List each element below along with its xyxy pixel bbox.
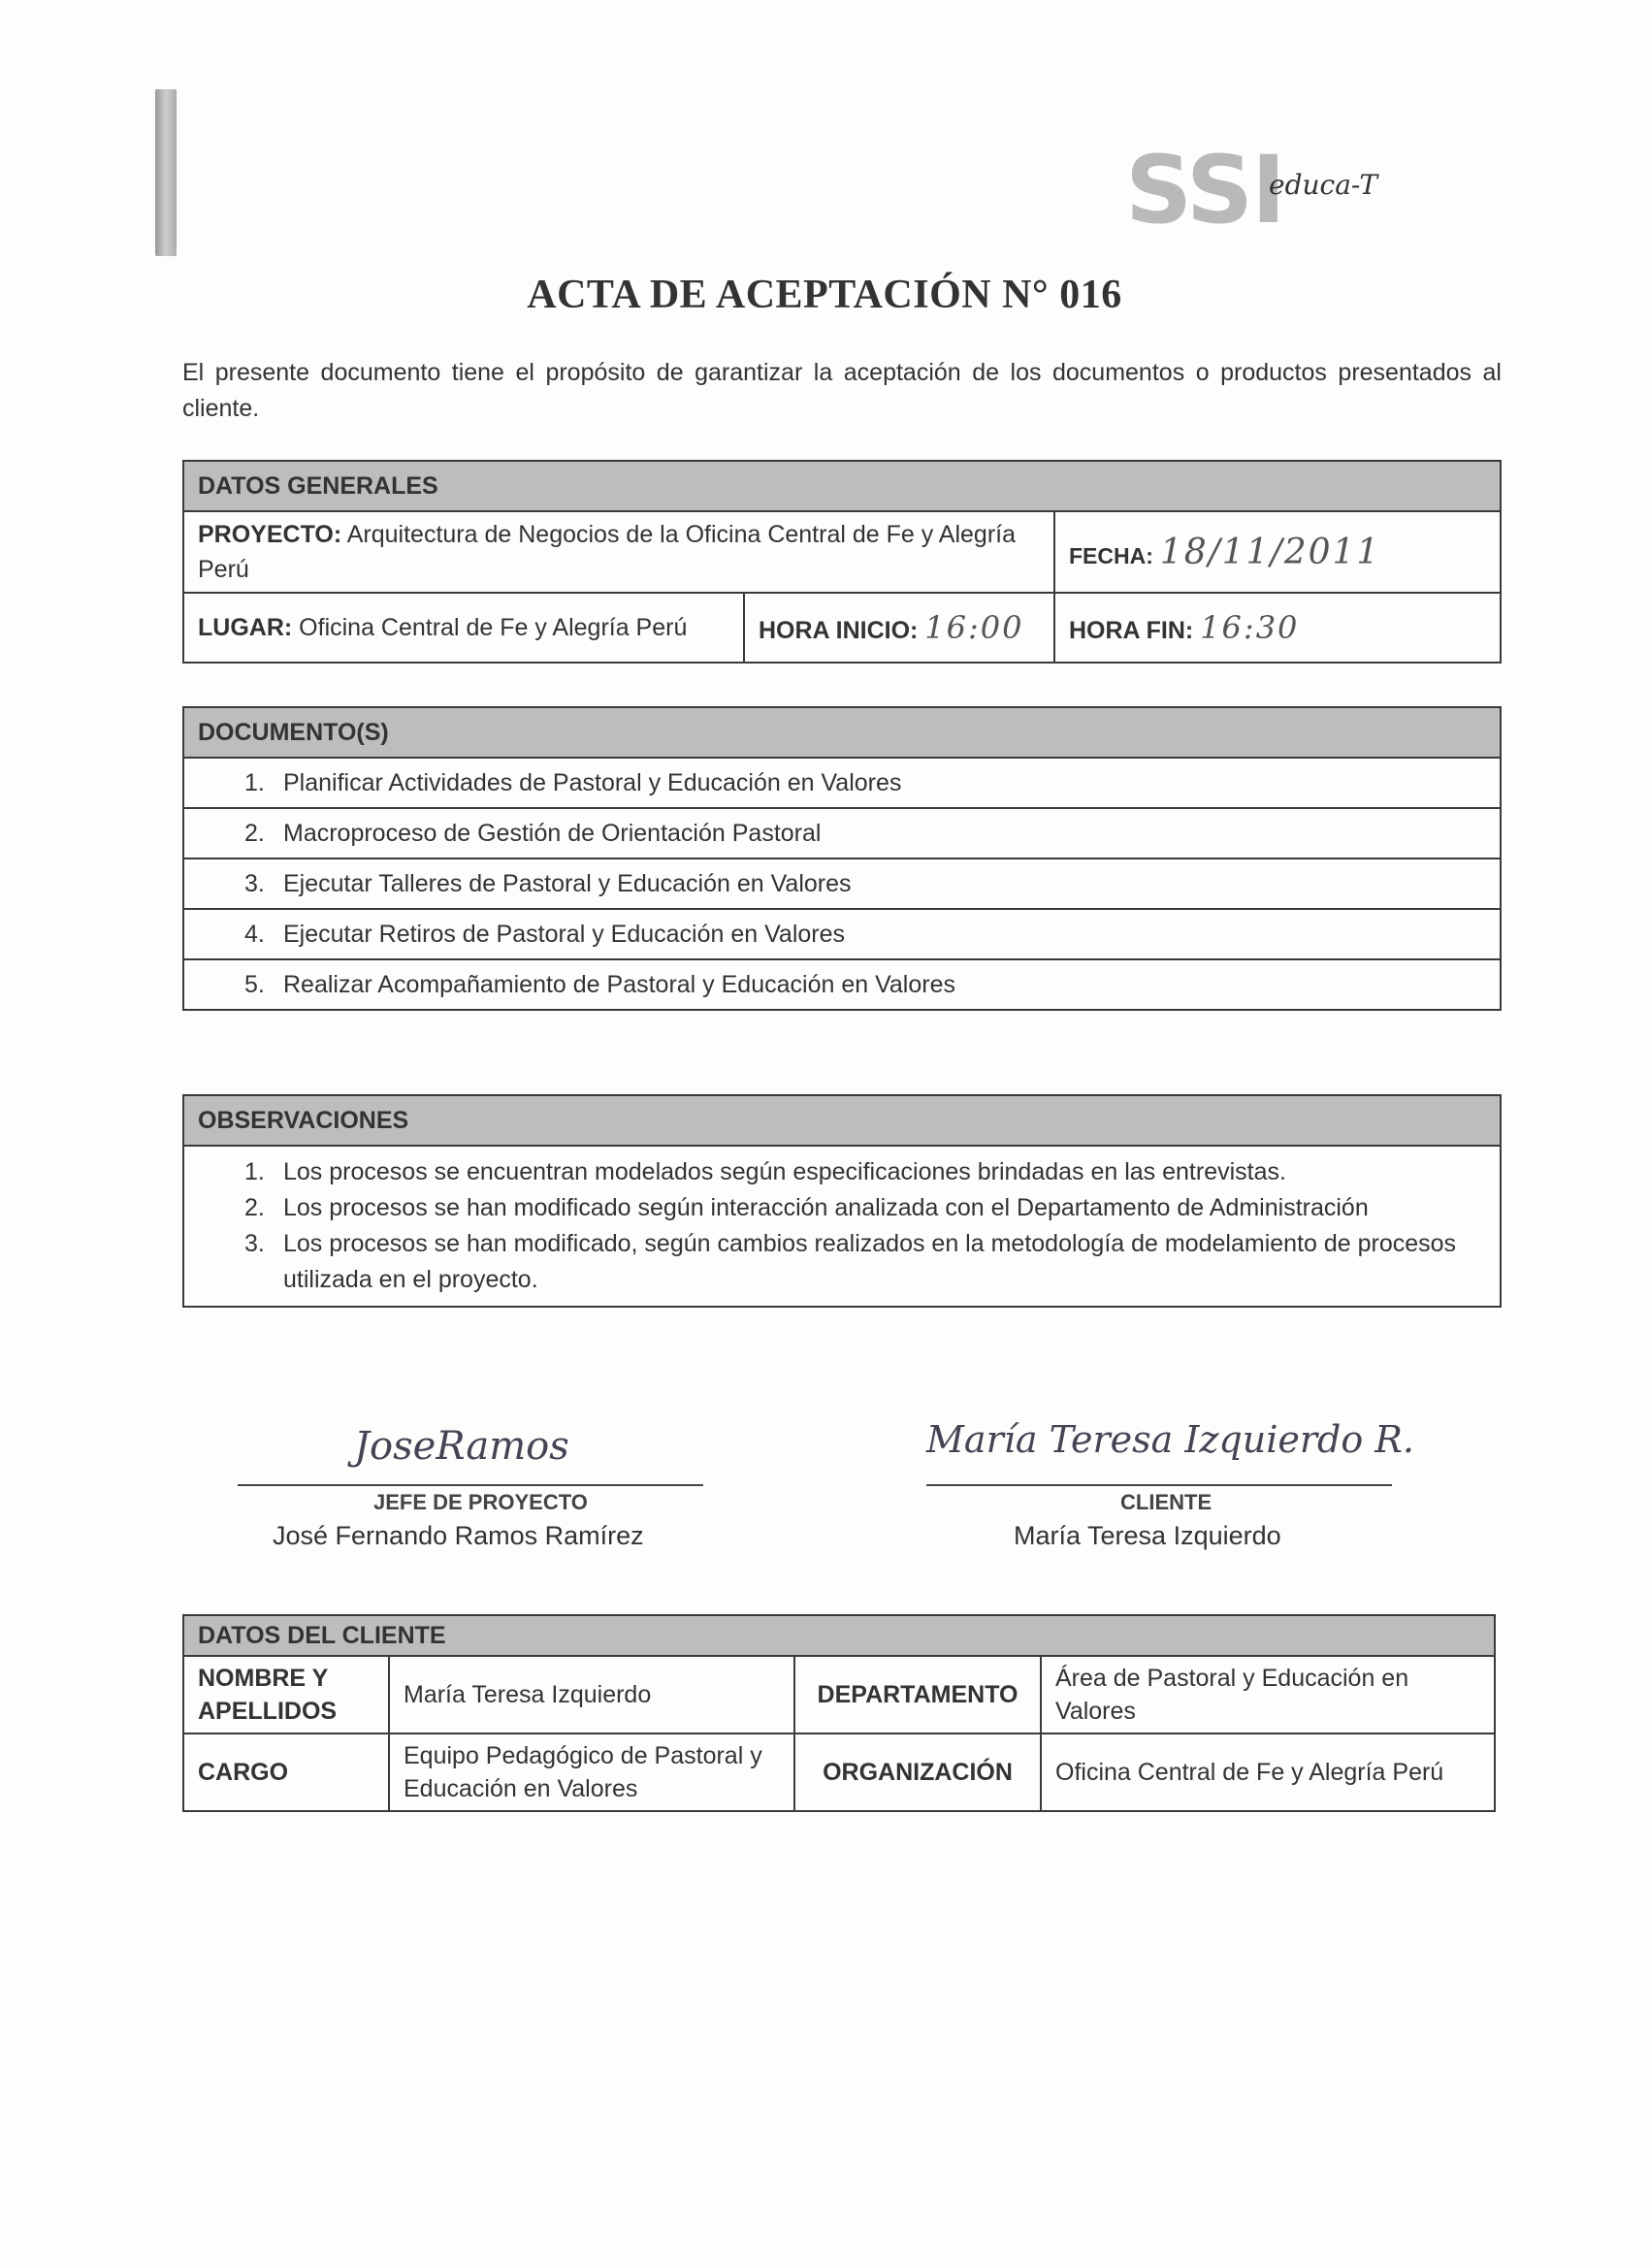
date-cell xyxy=(1054,511,1501,593)
document-item xyxy=(183,758,1501,808)
item-number: 2. xyxy=(244,1194,265,1221)
end-time-label: HORA FIN: xyxy=(1069,617,1194,644)
observation-item xyxy=(244,1226,1486,1298)
place-label: LUGAR: xyxy=(198,613,293,641)
logo-brand: SSI xyxy=(1125,136,1284,244)
place-value: Oficina Central de Fe y Alegría Perú xyxy=(299,613,688,641)
date-value: 18/11/2011 xyxy=(1159,532,1381,572)
logo-sub: educa-T xyxy=(1269,169,1378,201)
signature-line xyxy=(926,1484,1392,1486)
general-data-table xyxy=(182,460,1502,664)
item-text: Los procesos se han modificado según interacción analizada con el Departamento de Administración xyxy=(283,1194,1369,1221)
item-text: Planificar Actividades de Pastoral y Educación en Valores xyxy=(283,768,902,796)
start-time-value: 16:00 xyxy=(924,609,1024,646)
project-lead-label: JEFE DE PROYECTO xyxy=(373,1490,588,1514)
item-text: Macroproceso de Gestión de Orientación Pastoral xyxy=(283,819,822,847)
client-name: María Teresa Izquierdo xyxy=(1014,1521,1281,1550)
document-item xyxy=(183,909,1501,959)
document-item xyxy=(183,959,1501,1010)
observation-item xyxy=(244,1154,1486,1190)
project-cell xyxy=(183,511,1054,593)
binder-mark xyxy=(155,89,177,256)
end-time-value: 16:30 xyxy=(1200,609,1300,646)
item-text: Ejecutar Talleres de Pastoral y Educación en Valores xyxy=(283,869,852,897)
item-number: 5. xyxy=(244,970,265,998)
item-number: 2. xyxy=(244,819,265,847)
signature-line xyxy=(238,1484,703,1486)
client-signature-block xyxy=(926,1418,1414,1550)
name-label: NOMBRE Y APELLIDOS xyxy=(183,1656,389,1733)
intro-paragraph: El presente documento tiene el propósito de garantizar la aceptación de los documentos o productos presentados al cliente. xyxy=(182,359,1502,422)
observations-header: OBSERVACIONES xyxy=(183,1095,1501,1146)
item-number: 4. xyxy=(244,920,265,948)
document-title: ACTA DE ACEPTACIÓN N° 016 xyxy=(527,273,1122,317)
general-data-header: DATOS GENERALES xyxy=(183,461,1501,511)
observation-item xyxy=(244,1190,1486,1226)
project-lead-signature-block xyxy=(238,1424,703,1550)
end-time-cell xyxy=(1054,593,1501,663)
date-label: FECHA: xyxy=(1069,542,1153,568)
department-label: DEPARTAMENTO xyxy=(794,1656,1041,1733)
observations-body xyxy=(183,1146,1501,1307)
client-label: CLIENTE xyxy=(1120,1490,1212,1514)
item-text: Realizar Acompañamiento de Pastoral y Educación en Valores xyxy=(283,970,955,998)
project-lead-signature: JoseRamos xyxy=(354,1424,569,1469)
organization-label: ORGANIZACIÓN xyxy=(794,1733,1041,1811)
start-time-label: HORA INICIO: xyxy=(759,617,919,644)
item-number: 3. xyxy=(244,1230,265,1257)
company-logo xyxy=(1125,136,1484,252)
client-data-header: DATOS DEL CLIENTE xyxy=(183,1615,1495,1656)
documents-header: DOCUMENTO(S) xyxy=(183,707,1501,758)
name-value: María Teresa Izquierdo xyxy=(389,1656,794,1733)
item-text: Los procesos se encuentran modelados según especificaciones brindadas en las entrevistas. xyxy=(283,1158,1286,1185)
item-number: 1. xyxy=(244,1158,265,1185)
start-time-cell xyxy=(744,593,1054,663)
item-text: Ejecutar Retiros de Pastoral y Educación en Valores xyxy=(283,920,846,948)
item-text: Los procesos se han modificado, según cambios realizados en la metodología de modelamiento de procesos utilizada en el proyecto. xyxy=(283,1230,1457,1293)
document-item xyxy=(183,808,1501,859)
client-data-table xyxy=(182,1614,1496,1812)
observations-table xyxy=(182,1094,1502,1308)
project-lead-name: José Fernando Ramos Ramírez xyxy=(273,1521,644,1550)
documents-table xyxy=(182,706,1502,1011)
position-value: Equipo Pedagógico de Pastoral y Educación en Valores xyxy=(389,1733,794,1811)
position-label: CARGO xyxy=(183,1733,389,1811)
item-number: 3. xyxy=(244,869,265,897)
item-number: 1. xyxy=(244,768,265,796)
organization-value: Oficina Central de Fe y Alegría Perú xyxy=(1041,1733,1495,1811)
project-value: Arquitectura de Negocios de la Oficina Central de Fe y Alegría Perú xyxy=(198,521,1017,583)
document-item xyxy=(183,859,1501,909)
client-signature: María Teresa Izquierdo R. xyxy=(926,1418,1414,1461)
project-label: PROYECTO: xyxy=(198,521,342,548)
department-value: Área de Pastoral y Educación en Valores xyxy=(1041,1656,1495,1733)
place-cell xyxy=(183,593,744,663)
